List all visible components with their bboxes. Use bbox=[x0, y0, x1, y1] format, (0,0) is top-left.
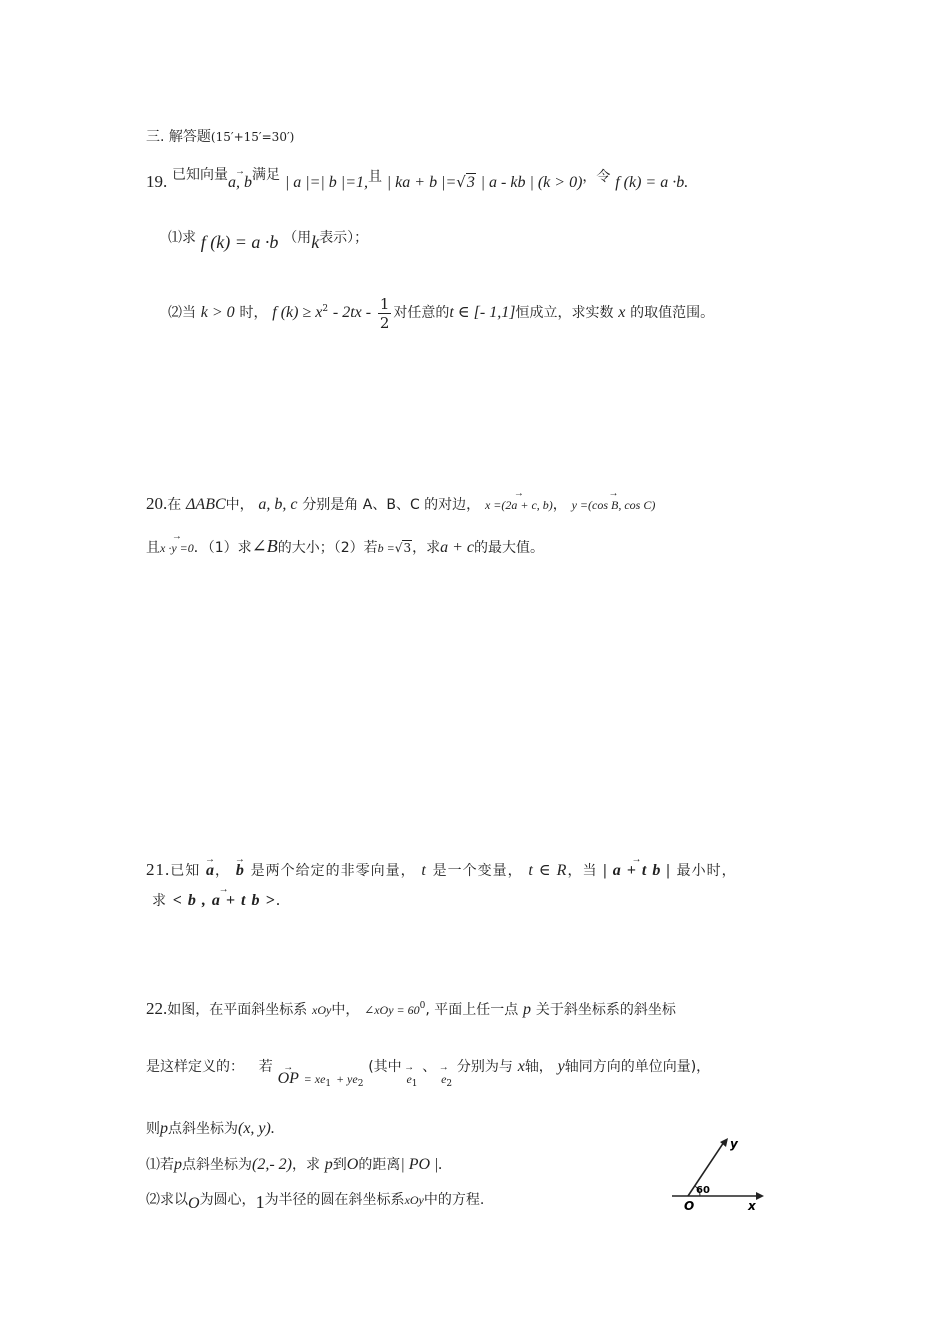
q19-part2-when: 时， bbox=[239, 305, 268, 321]
q21-b: → b bbox=[236, 861, 245, 881]
q22-part2-b: 为圆心， bbox=[199, 1192, 256, 1208]
q22-p: p bbox=[523, 1001, 532, 1018]
q22-deg: 0 bbox=[419, 1001, 426, 1011]
q22-op-eq: = xe bbox=[303, 1072, 326, 1086]
q22-p-part1b: p bbox=[324, 1156, 333, 1173]
q19-part2-cond: k > 0 bbox=[200, 304, 235, 321]
q19-part2-fraction bbox=[378, 295, 392, 332]
q20-line2: 且→ x ·y =0．（1）求∠B的大小；（2）若b =√3，求a + c的最大值。 bbox=[146, 536, 544, 558]
q22-part2-a: ⑵求以 bbox=[146, 1192, 188, 1208]
fig-y-label: y bbox=[730, 1137, 738, 1151]
q22-coord: (x, y). bbox=[238, 1120, 275, 1137]
q19-part1-prefix: ⑴求 bbox=[168, 230, 196, 246]
oblique-axes-figure bbox=[668, 1136, 768, 1214]
q20-text-c: 分别是角 A、B、C 的对边， bbox=[302, 497, 481, 513]
q19-cond2-sqrt: 3 bbox=[466, 174, 475, 191]
q20-text-a: 在 bbox=[167, 497, 182, 513]
q22-line1-a: 如图，在平面斜坐标系 bbox=[167, 1002, 308, 1018]
q22-part1-coord: (2,- 2) bbox=[252, 1156, 292, 1173]
q19-part2-x: x bbox=[618, 304, 626, 321]
q19-frac-num: 1 bbox=[379, 294, 390, 313]
q22-part2-d: 中的方程. bbox=[423, 1192, 485, 1208]
q19-number: 19. bbox=[146, 172, 168, 191]
q22-part1-a: ⑴若 bbox=[146, 1157, 174, 1173]
q19-frac-den: 2 bbox=[379, 313, 390, 332]
q22-line1-b: 中， bbox=[331, 1002, 360, 1018]
q20-dot: → x ·y =0 bbox=[160, 538, 194, 558]
q19-part2-prefix: ⑵当 bbox=[168, 305, 196, 321]
q21-line1-e: 最小时， bbox=[676, 863, 737, 879]
q21-line1 bbox=[146, 860, 737, 881]
q22-o-part2: O bbox=[188, 1195, 200, 1212]
q19-cond1: | a |=| b |=1, bbox=[284, 174, 368, 191]
q22-e2: → e bbox=[441, 1069, 446, 1089]
q19-part1-formula: f (k) = a ·b bbox=[200, 232, 279, 252]
q22-part2-c: 为半径的圆在斜坐标系 bbox=[264, 1192, 405, 1208]
fig-x-label: x bbox=[748, 1199, 756, 1213]
q19-cond2-a: | ka + b |= bbox=[386, 174, 457, 191]
q22-line2-e: 轴同方向的单位向量)， bbox=[564, 1059, 711, 1075]
q22-number: 22. bbox=[146, 999, 168, 1018]
q21-line2 bbox=[152, 890, 281, 911]
q20-line1 bbox=[146, 494, 655, 515]
fig-o-label: O bbox=[684, 1199, 695, 1213]
q19-let: ，令 bbox=[582, 169, 611, 185]
q22-line3-a: 则 bbox=[146, 1121, 160, 1137]
q22-part1 bbox=[146, 1154, 442, 1175]
q22-y-axis: y bbox=[557, 1058, 565, 1075]
q20-line2-a: 且 bbox=[146, 540, 160, 556]
q22-dun: 、 bbox=[422, 1059, 437, 1075]
q21-line1-d: ，当 bbox=[567, 863, 598, 879]
q21-a: → a bbox=[206, 861, 215, 881]
q19-part1-suffix: 表示）； bbox=[319, 230, 369, 246]
q19-intro: 已知向量 bbox=[172, 167, 229, 183]
q22-part1-c: ，求 bbox=[291, 1157, 320, 1173]
q19-cond2-b: | a - kb | (k > 0) bbox=[480, 174, 583, 191]
q19-part1-var: k bbox=[311, 232, 320, 252]
q19-line1: 19. 已知向量→ a, b满足 | a |=| b |=1,且 | ka + b |=√3 | a - kb | (k > 0)，令 f (k) = a ·b. bbox=[146, 172, 688, 193]
q20-abc: a, b, c bbox=[258, 496, 298, 513]
q21-number: 21. bbox=[146, 860, 171, 879]
section-title: 三. 解答题 bbox=[146, 129, 211, 145]
q21-abs-expr: → | a + t b | bbox=[603, 861, 671, 881]
q22-plus: + ye bbox=[335, 1072, 358, 1086]
q22-part1-b: 点斜坐标为 bbox=[182, 1157, 252, 1173]
section-header bbox=[146, 126, 294, 147]
q22-xoy-part2: xOy bbox=[404, 1193, 424, 1207]
q19-part1-paren-open: （用 bbox=[283, 230, 312, 246]
q19-part2-range: t ∈ [- 1,1] bbox=[449, 304, 516, 321]
q20-angle: ∠B bbox=[251, 536, 278, 556]
q20-b-eq: b = bbox=[377, 541, 395, 555]
q21-line1-a: 已知 bbox=[170, 863, 201, 879]
q22-line3 bbox=[146, 1118, 275, 1139]
q20-vec-x: → x =(2a + c, b) bbox=[485, 495, 553, 515]
q19-part2-any: 对任意的 bbox=[393, 305, 450, 321]
q22-one: 1 bbox=[255, 1192, 265, 1212]
q21-angle-expr: → < b , a + t b > bbox=[173, 891, 276, 911]
x-axis-arrow-icon bbox=[756, 1192, 764, 1200]
q21-line2-end: . bbox=[275, 891, 282, 909]
q19-part2-suffix: 恒成立，求实数 bbox=[515, 305, 614, 321]
q22-part1-d: 到 bbox=[332, 1157, 347, 1173]
q20-line2-e: 的最大值。 bbox=[473, 540, 544, 556]
q19-satisfy: 满足 bbox=[252, 167, 281, 183]
q22-line2-a: 是这样定义的： bbox=[146, 1059, 244, 1075]
q20-line2-b: ．（1）求 bbox=[193, 540, 252, 556]
q20-text-b: 中， bbox=[225, 497, 254, 513]
q19-part1 bbox=[168, 232, 368, 254]
q19-and: 且 bbox=[368, 169, 382, 185]
q20-triangle: ΔABC bbox=[186, 496, 226, 513]
q22-po: | PO |. bbox=[400, 1156, 443, 1173]
q20-line2-d: ，求 bbox=[412, 540, 441, 556]
q22-part1-e: 的距离 bbox=[358, 1157, 401, 1173]
q22-line1 bbox=[146, 996, 676, 1020]
q19-part2-ineq-b: - 2tx - bbox=[332, 304, 372, 321]
q22-x-axis: x bbox=[517, 1058, 525, 1075]
q22-p-line3: p bbox=[160, 1120, 168, 1137]
q22-angle: ∠xOy = 60 bbox=[364, 1003, 420, 1017]
q22-ruo: 若 bbox=[258, 1059, 273, 1075]
q20-number: 20. bbox=[146, 494, 168, 513]
q22-line3-b: 点斜坐标为 bbox=[168, 1121, 238, 1137]
q22-line2-c: 分别为与 bbox=[456, 1059, 513, 1075]
q19-part2-ineq-a: f (k) ≥ x bbox=[272, 304, 323, 321]
q20-ac: a + c bbox=[440, 539, 474, 556]
q20-vec-y: → y =(cos B, cos C) bbox=[572, 495, 656, 515]
q21-sep1: ， bbox=[215, 863, 231, 879]
section-score: (15′+15′=30′) bbox=[210, 130, 295, 144]
q22-line2-b: (其中 bbox=[368, 1059, 402, 1075]
q21-line1-b: 是两个给定的非零向量， bbox=[250, 863, 416, 879]
q22-e1: → e bbox=[406, 1069, 411, 1089]
q19-vec-ab: → a, b bbox=[228, 173, 252, 193]
q22-part2 bbox=[146, 1188, 484, 1210]
q22-xoy: xOy bbox=[312, 1003, 332, 1017]
q20-line2-c: 的大小；（2）若 bbox=[277, 540, 378, 556]
q20-sqrt3: 3 bbox=[403, 541, 412, 555]
q19-part2-end: 的取值范围。 bbox=[630, 305, 715, 321]
q22-line1-d: 关于斜坐标系的斜坐标 bbox=[535, 1002, 676, 1018]
q22-line2-d: 轴， bbox=[524, 1059, 553, 1075]
q22-line1-c: , 平面上任一点 bbox=[425, 1002, 519, 1018]
q21-line2-a: 求 bbox=[152, 893, 167, 909]
q22-o-part1: O bbox=[346, 1156, 359, 1173]
q20-comma: ， bbox=[552, 497, 567, 513]
q21-line1-c: 是一个变量， bbox=[432, 863, 523, 879]
q22-op: → OP bbox=[278, 1069, 299, 1089]
q19-fk-def: f (k) = a ·b. bbox=[615, 174, 689, 191]
fig-angle-label: 60 bbox=[696, 1185, 710, 1196]
q21-t: t bbox=[421, 862, 427, 879]
q21-t-in: t ∈ R bbox=[528, 862, 568, 879]
q22-line2: 是这样定义的： 若 → OP $_{= xe1}$ $_{+ ye2}$ (其中 → $e_1$ 、 → $e_2$ 分别为与 x轴， y轴同方向的单位向量)， bbox=[146, 1056, 710, 1082]
q19-part2: ⑵当 k > 0 时， f $(k) \ge x^2 - 2tx$ - $\frac{1}{2}$ 对任意的t ∈ [- 1,1]恒成立，求实数 x 的取值范围。 bbox=[168, 294, 715, 332]
q22-p-part1: p bbox=[174, 1156, 182, 1173]
